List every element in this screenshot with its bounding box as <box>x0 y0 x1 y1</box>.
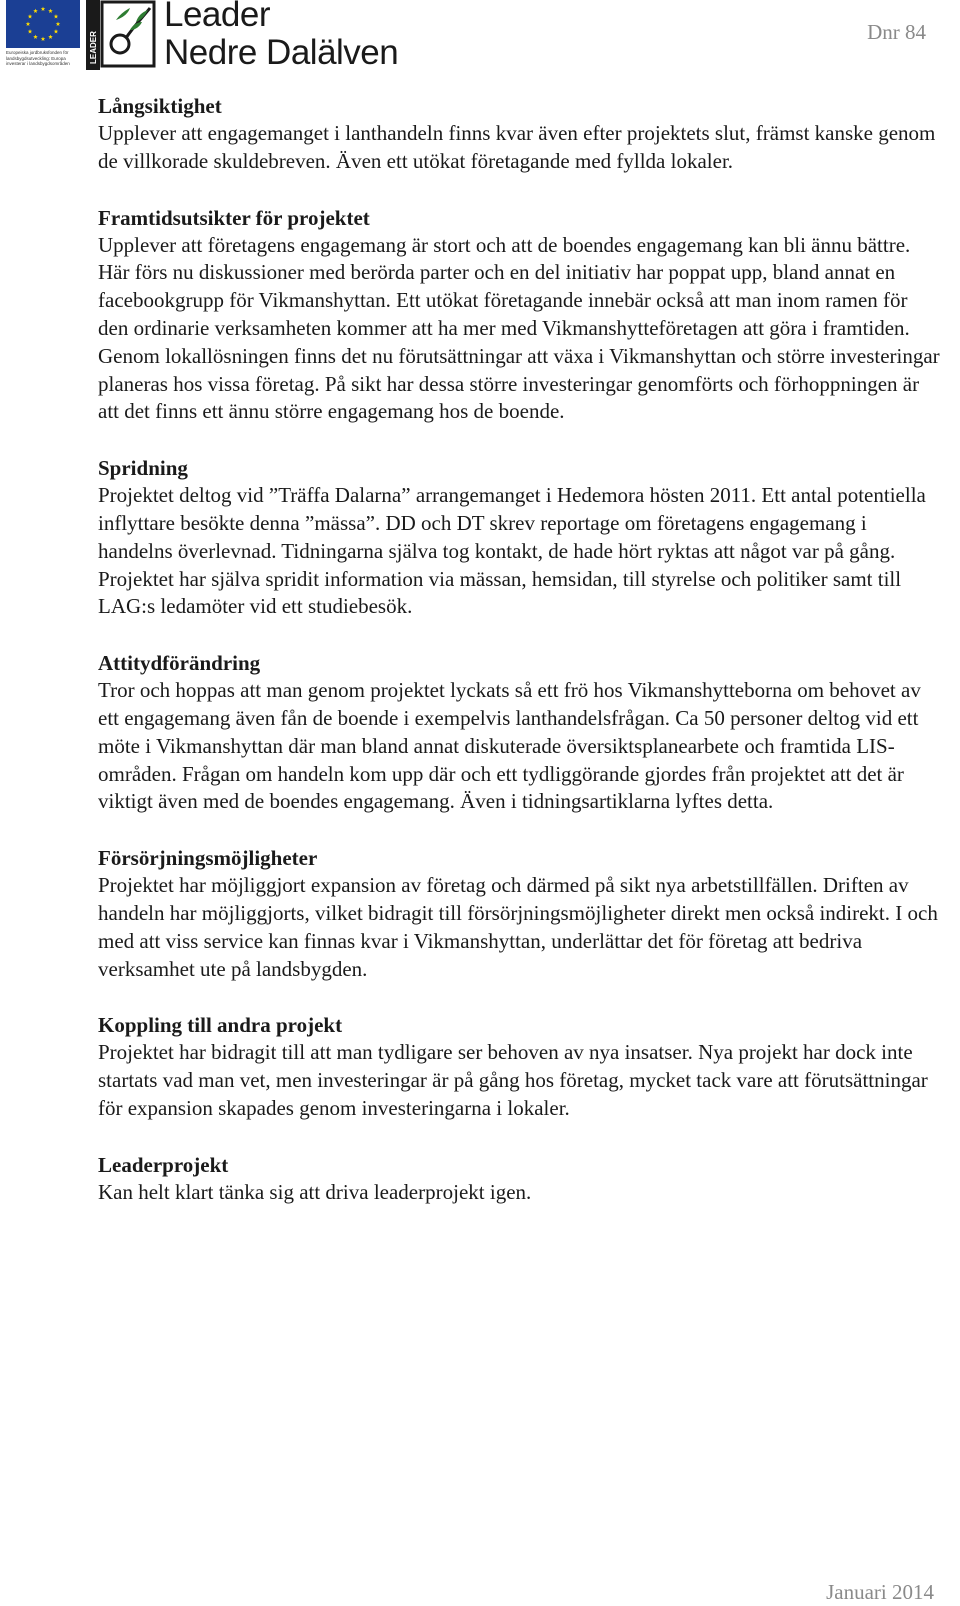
section-koppling <box>98 1011 940 1122</box>
section-attitydforandring <box>98 649 940 816</box>
leader-logo-text <box>164 0 398 72</box>
footer-date: Januari 2014 <box>826 1580 934 1604</box>
section-leaderprojekt <box>98 1151 940 1207</box>
leader-emblem-icon <box>86 0 156 70</box>
eu-caption: Europeiska jordbruksfonden för landsbygdsutveckling: Europa investerar i landsbygdsområden <box>6 50 70 66</box>
eu-stars-icon <box>6 0 80 48</box>
page-header <box>6 0 954 74</box>
section-heading: Spridning <box>98 456 188 481</box>
leader-line2: Nedre Dalälven <box>164 33 399 72</box>
section-framtidsutsikter <box>98 204 940 427</box>
section-langsiktighet <box>98 92 940 176</box>
section-heading: Attitydförändring <box>98 651 261 676</box>
section-heading: Långsiktighet <box>98 94 222 118</box>
section-heading: Leaderprojekt <box>98 1152 229 1177</box>
section-body: Projektet deltog vid ”Träffa Dalarna” arrangemanget i Hedemora hösten 2011. Ett antal potentiella inflyttare besökte denna ”mässa”. DD och DT skrev reportage om företagens engagemang i handelns överlevnad. Tidningarna själva tog kontakt, de hade hört ryktas att något var på gång. Projektet har själva spridit information via mässan, hemsidan, till styrelse och politiker samt till LAG:s ledamöter vid ett studiebesök. <box>98 483 926 619</box>
section-heading: Koppling till andra projekt <box>98 1013 343 1038</box>
document-body <box>98 92 940 1235</box>
section-body: Kan helt klart tänka sig att driva leaderprojekt igen. <box>98 1179 532 1204</box>
eu-flag-logo <box>6 0 80 48</box>
section-forsorjningsmojligheter <box>98 844 940 983</box>
leader-logo-mark <box>86 0 156 70</box>
leader-line1: Leader <box>164 0 270 34</box>
section-heading: Framtidsutsikter för projektet <box>98 205 370 230</box>
section-body: Tror och hoppas att man genom projektet lyckats så ett frö hos Vikmanshytteborna om behovet av ett engagemang även fån de boende i exempelvis lanthandelsfrågan. Ca 50 personer deltog vid ett möte i Vikmanshyttan där man bland annat diskuterade översiktsplanearbete och framtida LIS-områden. Frågan om handeln kom upp där och ett tydliggörande gjordes från projektet att det är viktigt även med de boendes engagemang. Även i tidningsartiklarna lyftes detta. <box>98 678 921 814</box>
leader-side-text: LEADER <box>89 31 98 64</box>
document-number: Dnr 84 <box>867 20 926 44</box>
section-body: Upplever att engagemanget i lanthandeln finns kvar även efter projektets slut, främst kanske genom de villkorade skuldebreven. Även ett utökat företagande med fyllda lokaler. <box>98 121 936 173</box>
section-spridning <box>98 454 940 621</box>
section-body: Upplever att företagens engagemang är stort och att de boendes engagemang kan bli ännu bättre. Här förs nu diskussioner med berörda parter och en del initiativ har poppat upp, bland annat en facebookgrupp för Vikmanshyttan. Ett utökat företagande innebär också att man inom ramen för den ordinarie verksamheten kommer att ha mer med Vikmanshytteföretagen att göra i framtiden. Genom lokallösningen finns det nu förutsättningar att växa i Vikmanshyttan och större investeringar planeras hos vissa företag. På sikt har dessa större investeringar genomförts och förhoppningen är att det finns ett ännu större engagemang hos de boende. <box>98 232 940 424</box>
section-body: Projektet har möjliggjort expansion av företag och därmed på sikt nya arbetstillfällen. Driften av handeln har möjliggjorts, vilket bidragit till försörjningsmöjligheter direkt men också indirekt. I och med att viss service kan finnas kvar i Vikmanshyttan, underlättar det för företag att bedriva verksamhet ute på landsbygden. <box>98 873 938 981</box>
section-body: Projektet har bidragit till att man tydligare ser behoven av nya insatser. Nya projekt har dock inte startats vad man vet, men investeringar är på gång hos företag, mycket tack vare att förutsättningar för expansion skapades genom investeringarna i lokaler. <box>98 1040 928 1120</box>
section-heading: Försörjningsmöjligheter <box>98 846 318 871</box>
